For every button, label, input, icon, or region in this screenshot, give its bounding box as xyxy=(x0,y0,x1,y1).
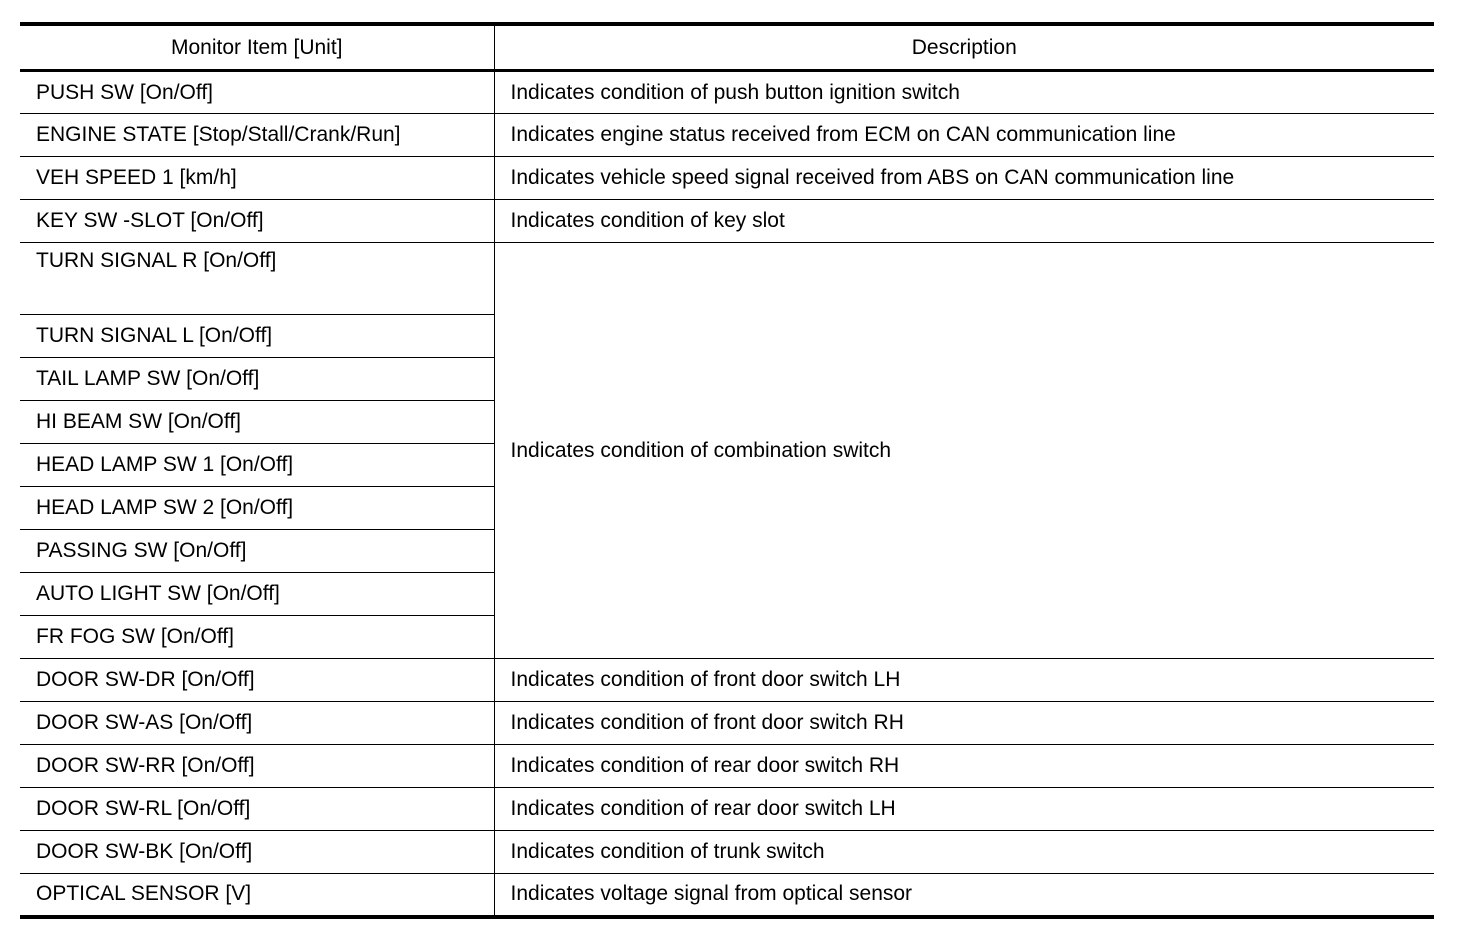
description-cell: Indicates condition of rear door switch LH xyxy=(494,788,1434,831)
table-row xyxy=(20,702,1434,745)
table-row xyxy=(20,745,1434,788)
table-header-row xyxy=(20,24,1434,71)
monitor-item-cell: HI BEAM SW [On/Off] xyxy=(20,401,494,444)
monitor-item-cell: HEAD LAMP SW 2 [On/Off] xyxy=(20,487,494,530)
description-cell: Indicates condition of rear door switch RH xyxy=(494,745,1434,788)
monitor-item-cell: PUSH SW [On/Off] xyxy=(20,71,494,114)
table-row xyxy=(20,831,1434,874)
monitor-item-cell: FR FOG SW [On/Off] xyxy=(20,616,494,659)
description-cell: Indicates condition of front door switch RH xyxy=(494,702,1434,745)
description-cell: Indicates engine status received from ECM on CAN communication line xyxy=(494,114,1434,157)
column-header-description: Description xyxy=(494,24,1434,71)
monitor-item-cell: VEH SPEED 1 [km/h] xyxy=(20,157,494,200)
description-cell: Indicates voltage signal from optical sensor xyxy=(494,874,1434,917)
monitor-item-cell: AUTO LIGHT SW [On/Off] xyxy=(20,573,494,616)
monitor-item-cell: DOOR SW-DR [On/Off] xyxy=(20,659,494,702)
table-row xyxy=(20,243,1434,315)
table-row xyxy=(20,71,1434,114)
monitor-item-cell: DOOR SW-BK [On/Off] xyxy=(20,831,494,874)
table-row xyxy=(20,874,1434,917)
table-row xyxy=(20,659,1434,702)
monitor-item-table xyxy=(20,22,1434,919)
monitor-item-cell: TAIL LAMP SW [On/Off] xyxy=(20,358,494,401)
description-cell: Indicates condition of key slot xyxy=(494,200,1434,243)
table-row xyxy=(20,114,1434,157)
description-cell: Indicates condition of front door switch LH xyxy=(494,659,1434,702)
table-row xyxy=(20,200,1434,243)
description-cell: Indicates condition of trunk switch xyxy=(494,831,1434,874)
monitor-item-cell: KEY SW -SLOT [On/Off] xyxy=(20,200,494,243)
column-header-monitor-item: Monitor Item [Unit] xyxy=(20,24,494,71)
monitor-item-cell: TURN SIGNAL R [On/Off] xyxy=(20,243,494,315)
table-row xyxy=(20,788,1434,831)
monitor-item-cell: DOOR SW-RR [On/Off] xyxy=(20,745,494,788)
description-cell-merged: Indicates condition of combination switch xyxy=(494,243,1434,659)
table-row xyxy=(20,157,1434,200)
monitor-item-cell: ENGINE STATE [Stop/Stall/Crank/Run] xyxy=(20,114,494,157)
description-cell: Indicates vehicle speed signal received from ABS on CAN communication line xyxy=(494,157,1434,200)
monitor-item-cell: PASSING SW [On/Off] xyxy=(20,530,494,573)
description-cell: Indicates condition of push button ignition switch xyxy=(494,71,1434,114)
monitor-item-cell: DOOR SW-RL [On/Off] xyxy=(20,788,494,831)
monitor-item-cell: HEAD LAMP SW 1 [On/Off] xyxy=(20,444,494,487)
monitor-item-cell: OPTICAL SENSOR [V] xyxy=(20,874,494,917)
monitor-item-cell: DOOR SW-AS [On/Off] xyxy=(20,702,494,745)
monitor-item-cell: TURN SIGNAL L [On/Off] xyxy=(20,315,494,358)
